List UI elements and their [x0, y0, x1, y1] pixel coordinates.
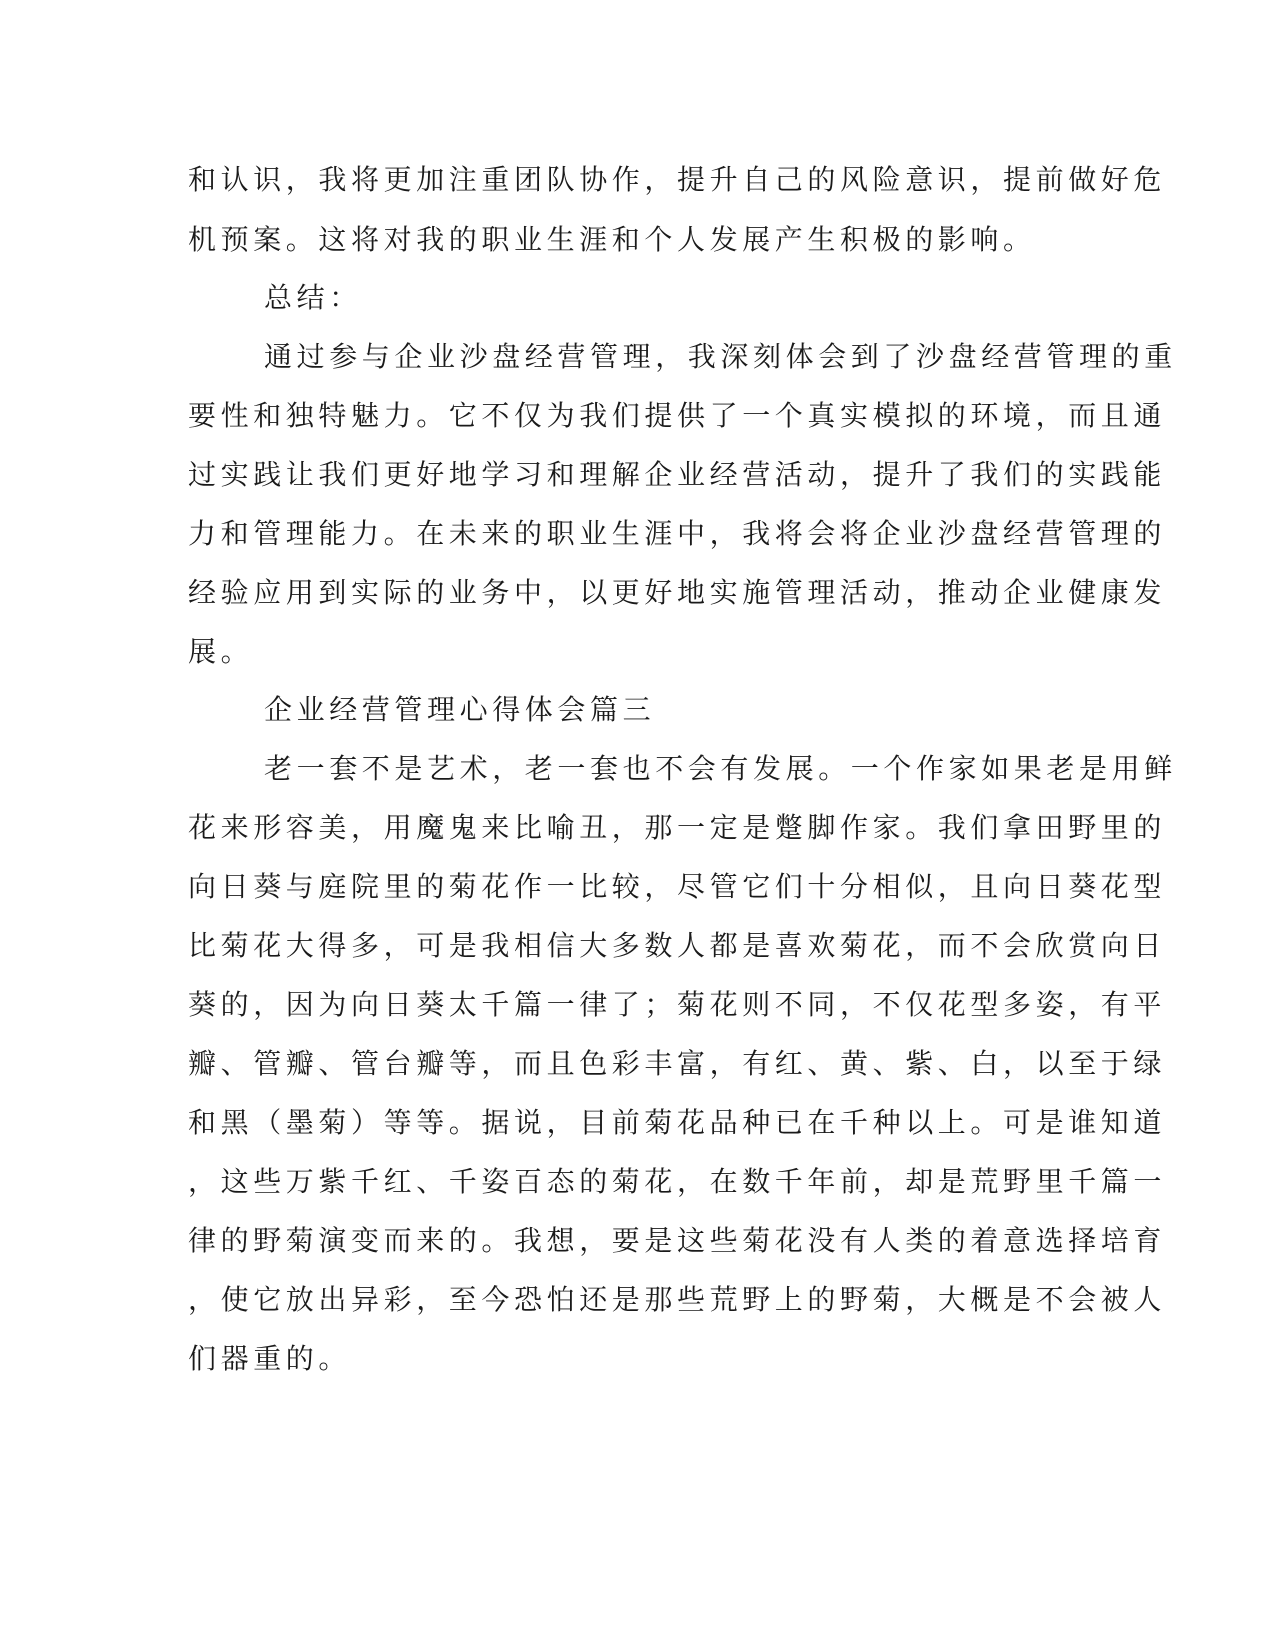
text-line: 老一套不是艺术，老一套也不会有发展。一个作家如果老是用鲜 — [264, 752, 1177, 785]
text-line: 展。 — [188, 635, 254, 668]
text-line: 比菊花大得多，可是我相信大多数人都是喜欢菊花，而不会欣赏向日 — [188, 929, 1167, 962]
text-line: 葵的，因为向日葵太千篇一律了；菊花则不同，不仅花型多姿，有平 — [188, 988, 1167, 1021]
text-line: 们器重的。 — [188, 1342, 352, 1375]
section-heading: 总结： — [264, 281, 362, 314]
text-line: 机预案。这将对我的职业生涯和个人发展产生积极的影响。 — [188, 223, 1036, 256]
text-line: 瓣、管瓣、管台瓣等，而且色彩丰富，有红、黄、紫、白，以至于绿 — [188, 1047, 1167, 1080]
text-line: ，这些万紫千红、千姿百态的菊花，在数千年前，却是荒野里千篇一 — [188, 1165, 1167, 1198]
text-line: 经验应用到实际的业务中，以更好地实施管理活动，推动企业健康发 — [188, 576, 1167, 609]
text-line: 过实践让我们更好地学习和理解企业经营活动，提升了我们的实践能 — [188, 458, 1167, 491]
text-line: 和认识，我将更加注重团队协作，提升自己的风险意识，提前做好危 — [188, 163, 1167, 196]
text-line: ，使它放出异彩，至今恐怕还是那些荒野上的野菊，大概是不会被人 — [188, 1283, 1167, 1316]
section-heading: 企业经营管理心得体会篇三 — [264, 693, 656, 726]
text-line: 花来形容美，用魔鬼来比喻丑，那一定是蹩脚作家。我们拿田野里的 — [188, 811, 1167, 844]
text-line: 通过参与企业沙盘经营管理，我深刻体会到了沙盘经营管理的重 — [264, 340, 1177, 373]
text-line: 力和管理能力。在未来的职业生涯中，我将会将企业沙盘经营管理的 — [188, 517, 1167, 550]
text-line: 律的野菊演变而来的。我想，要是这些菊花没有人类的着意选择培育 — [188, 1224, 1167, 1257]
text-line: 要性和独特魅力。它不仅为我们提供了一个真实模拟的环境，而且通 — [188, 399, 1167, 432]
text-line: 和黑（墨菊）等等。据说，目前菊花品种已在千种以上。可是谁知道 — [188, 1106, 1167, 1139]
text-line: 向日葵与庭院里的菊花作一比较，尽管它们十分相似，且向日葵花型 — [188, 870, 1167, 903]
